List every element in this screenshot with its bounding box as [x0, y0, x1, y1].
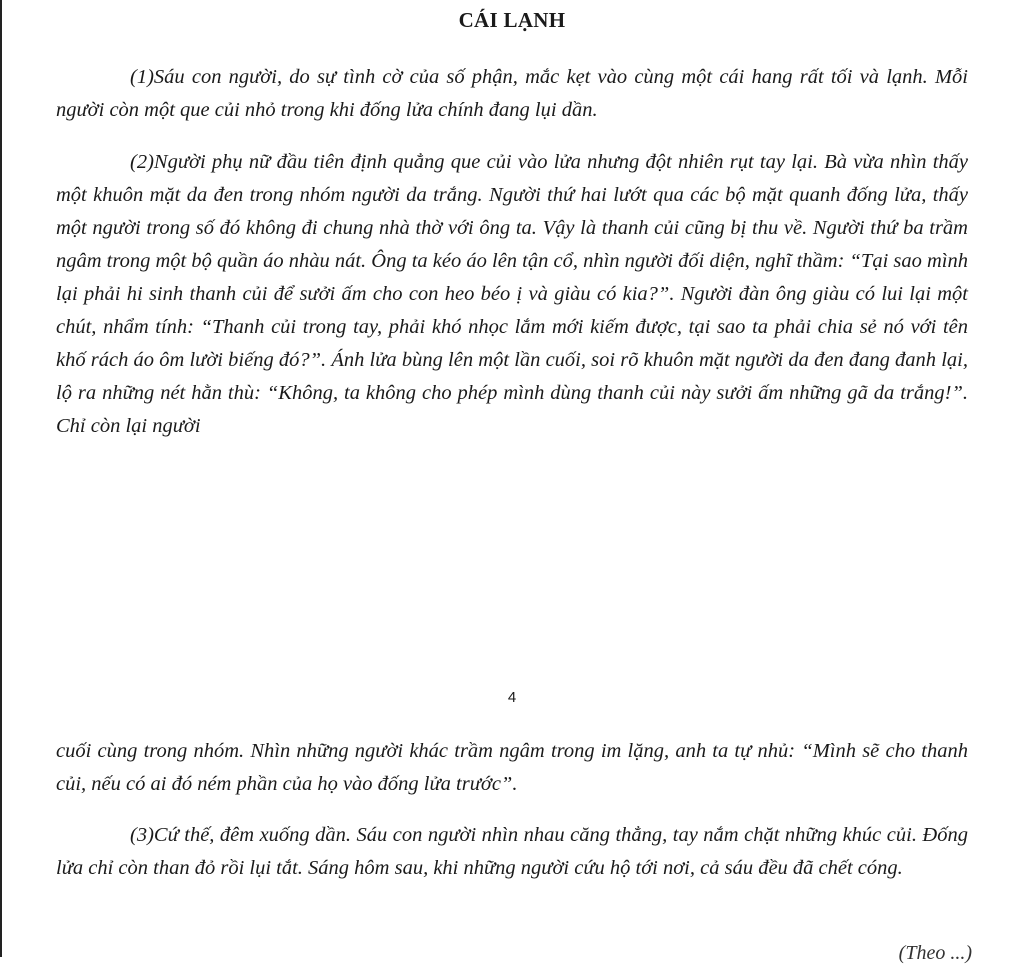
paragraph-3: [56, 819, 968, 885]
paragraph-3-text: (3)Cứ thế, đêm xuống dần. Sáu con người nhìn nhau căng thẳng, tay nắm chặt những khúc củi. Đống lửa chỉ còn than đỏ rồi lụi tắt. Sáng hôm sau, khi những người cứu hộ tới nơi, cả sáu đều đã chết cóng.: [56, 824, 968, 879]
paragraph-1-text: (1)Sáu con người, do sự tình cờ của số phận, mắc kẹt vào cùng một cái hang rất tối và lạnh. Mỗi người còn một que củi nhỏ trong khi đống lửa chính đang lụi dần.: [56, 66, 968, 121]
paragraph-2-text: (2)Người phụ nữ đầu tiên định quẳng que củi vào lửa nhưng đột nhiên rụt tay lại. Bà vừa nhìn thấy một khuôn mặt da đen trong nhóm người da trắng. Người thứ hai lướt qua các bộ mặt quanh đống lửa, thấy một người trong số đó không đi chung nhà thờ với ông ta. Vậy là thanh củi cũng bị thu về. Người thứ ba trầm ngâm trong một bộ quần áo nhàu nát. Ông ta kéo áo lên tận cổ, nhìn người đối diện, nghĩ thầm: “Tại sao mình lại phải hi sinh thanh củi để sưởi ấm cho con heo béo ị và giàu có kia?”. Người đàn ông giàu có lui lại một chút, nhẩm tính: “Thanh củi trong tay, phải khó nhọc lắm mới kiếm được, tại sao ta phải chia sẻ nó với tên khố rách áo ôm lười biếng đó?”. Ánh lửa bùng lên một lần cuối, soi rõ khuôn mặt người da đen đang đanh lại, lộ ra những nét hằn thù: “Không, ta không cho phép mình dùng thanh củi này sưởi ấm những gã da trắng!”. Chỉ còn lại người: [56, 151, 968, 437]
page-number: 4: [507, 689, 517, 706]
paragraph-2: [56, 146, 968, 443]
source-note: (Theo ...): [898, 942, 972, 964]
paragraph-1: [56, 61, 968, 127]
document-title: CÁI LẠNH: [458, 8, 566, 32]
paragraph-2-continued-text: cuối cùng trong nhóm. Nhìn những người khác trầm ngâm trong im lặng, anh ta tự nhủ: “Mình sẽ cho thanh củi, nếu có ai đó ném phần của họ vào đống lửa trước”.: [56, 740, 968, 795]
paragraph-2-continued: [56, 735, 968, 801]
